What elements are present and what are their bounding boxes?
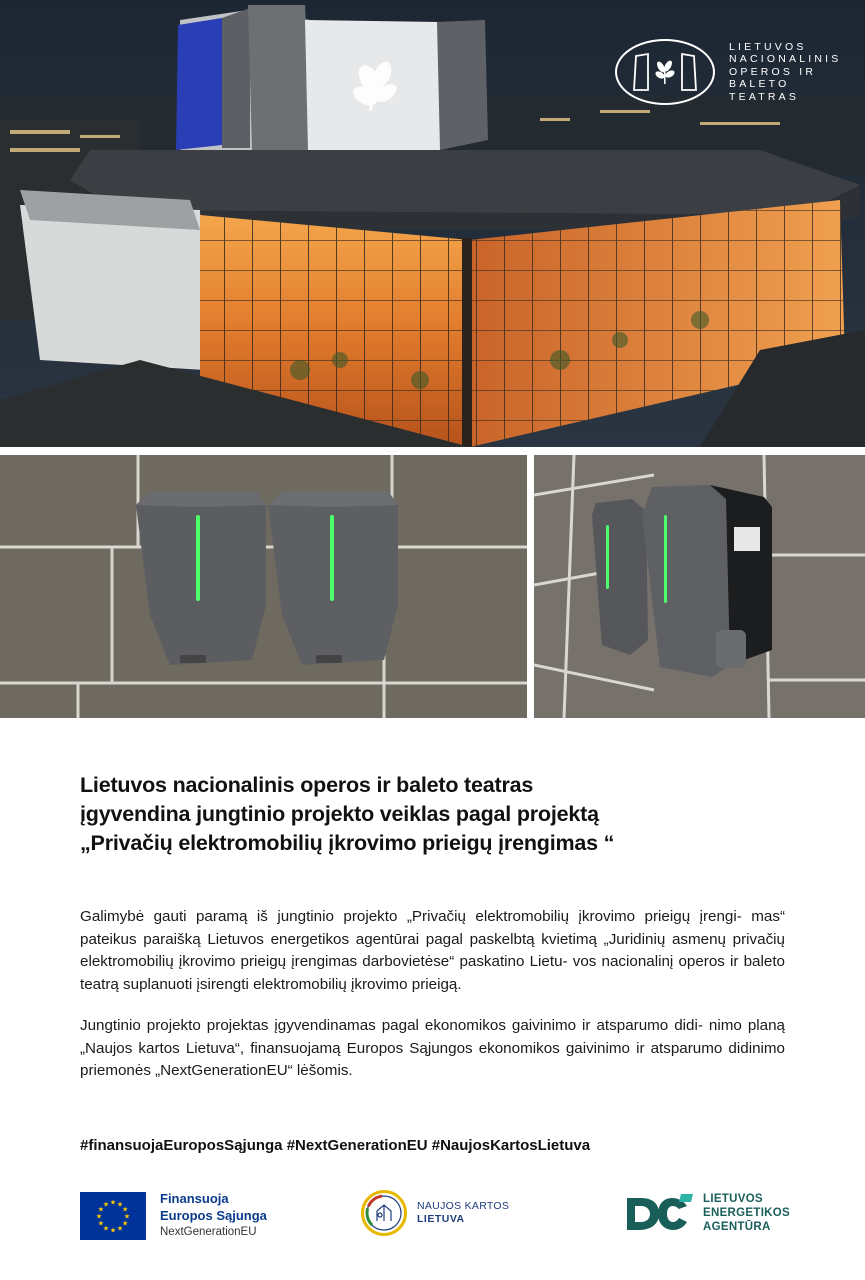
eu-funding-text xyxy=(160,1190,267,1241)
brand-line: TEATRAS xyxy=(729,90,800,103)
eu-text-line: Finansuoja xyxy=(160,1191,229,1206)
nkl-emblem-icon xyxy=(361,1190,407,1236)
eu-star-icon: ★ xyxy=(109,1199,117,1206)
eu-star-icon: ★ xyxy=(97,1206,105,1213)
eu-star-icon: ★ xyxy=(102,1200,110,1208)
lea-emblem-icon xyxy=(625,1192,695,1234)
eu-star-icon: ★ xyxy=(123,1213,131,1220)
brand-line: BALETO xyxy=(729,78,790,91)
nkl-text xyxy=(417,1200,509,1226)
lea-text xyxy=(703,1192,790,1234)
brand-line: OPEROS IR xyxy=(729,65,817,78)
eu-star-icon: ★ xyxy=(116,1225,124,1233)
lietuvos-energetikos-agentura-logo xyxy=(625,1192,790,1234)
nkl-text-line: LIETUVA xyxy=(417,1213,465,1225)
lea-text-line: LIETUVOS xyxy=(703,1193,763,1205)
headline-line: Lietuvos nacionalinis operos ir baleto teatras xyxy=(80,773,534,797)
eu-star-icon: ★ xyxy=(121,1220,129,1227)
eu-funding-logo xyxy=(80,1190,267,1241)
eu-flag-icon xyxy=(80,1192,146,1240)
eu-text-line: NextGenerationEU xyxy=(160,1226,257,1238)
headline xyxy=(80,771,800,858)
opera-theatre-logo xyxy=(615,36,855,108)
eu-star-icon: ★ xyxy=(121,1206,129,1213)
charger-photo-side xyxy=(534,455,865,718)
eu-star-icon: ★ xyxy=(116,1200,124,1208)
eu-star-icon: ★ xyxy=(109,1227,117,1234)
brand-line: LIETUVOS xyxy=(729,40,807,53)
body-paragraph-2: Jungtinio projekto projektas įgyvendinamas pagal ekonomikos gaivinimo ir atsparumo didi- nimo planą „Naujos kartos Lietuva“, finansuojamą Europos Sąjungos ekonomikos gaivinimo ir atsparumo didinimo priemonės „NextGenerationEU“ lėšomis. xyxy=(80,1017,785,1079)
lea-text-line: AGENTŪRA xyxy=(703,1221,771,1233)
headline-line: įgyvendina jungtinio projekto veiklas pagal projektą xyxy=(80,802,599,826)
ev-charger-unit xyxy=(642,485,772,677)
eu-text-line: Europos Sąjunga xyxy=(160,1208,267,1223)
brand-line: NACIONALINIS xyxy=(729,53,842,66)
eu-star-icon: ★ xyxy=(102,1225,110,1233)
opera-theatre-name xyxy=(729,41,842,104)
charger-photo-front xyxy=(0,455,527,718)
hero-photo-opera-theatre xyxy=(0,0,865,447)
nkl-text-line: NAUJOS KARTOS xyxy=(417,1200,510,1212)
headline-line: „Privačių elektromobilių įkrovimo prieigų įrengimas “ xyxy=(80,831,615,855)
body-paragraph-1: Galimybė gauti paramą iš jungtinio projekto „Privačių elektromobilių įkrovimo prieigų įrengi- mas“ pateikus paraišką Lietuvos energetikos agentūrai pagal paskelbtą kvietimą „Juridinių asmenų privačių elektromobilių įkrovimo prieigų įrengimas darbovietėse“ paskatino Lietu- vos nacionalinį operos ir baleto teatrą suplanuoti įsirengti elektromobilių įkrovimo prieigą. xyxy=(80,908,785,993)
lea-text-line: ENERGETIKOS xyxy=(703,1207,791,1219)
eu-star-icon: ★ xyxy=(95,1213,103,1220)
naujos-kartos-lietuva-logo xyxy=(361,1190,509,1236)
eu-star-icon: ★ xyxy=(97,1220,105,1227)
opera-emblem-icon xyxy=(615,39,715,105)
hashtags: #finansuojaEuroposSąjunga #NextGenerationEU #NaujosKartosLietuva xyxy=(80,1137,591,1154)
